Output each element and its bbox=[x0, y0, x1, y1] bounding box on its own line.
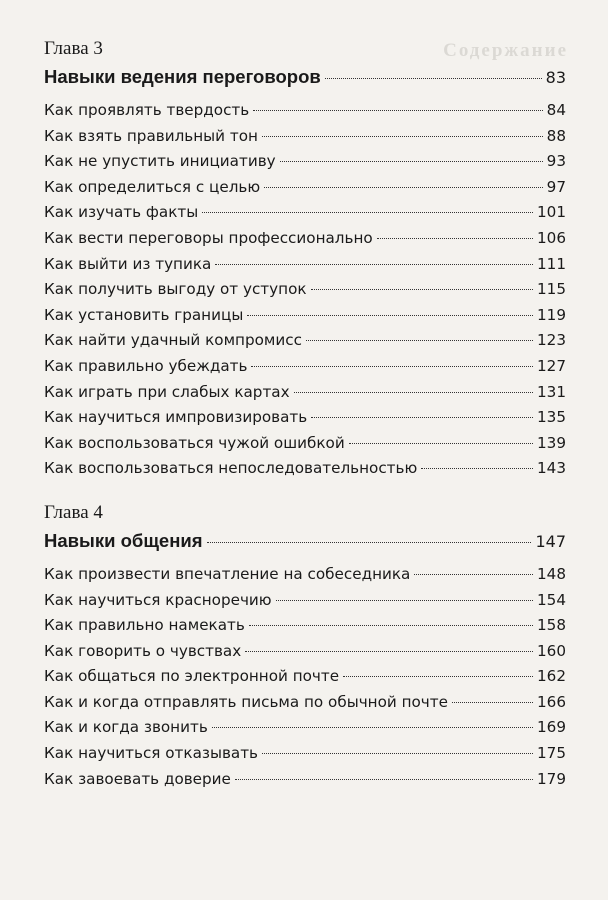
chapter-page-number: 83 bbox=[545, 68, 566, 87]
toc-entry bbox=[44, 690, 566, 716]
entry-page-number: 123 bbox=[537, 331, 566, 350]
entry-title: Как научиться импровизировать bbox=[44, 408, 308, 427]
toc-entry bbox=[44, 431, 566, 457]
toc-entry bbox=[44, 405, 566, 431]
toc-entry bbox=[44, 767, 566, 793]
entry-title: Как найти удачный компромисс bbox=[44, 331, 302, 350]
dot-leader bbox=[235, 779, 533, 780]
entry-title: Как проявлять твердость bbox=[44, 101, 250, 119]
entry-title: Как определиться с целью bbox=[44, 177, 261, 196]
entry-page-number: 148 bbox=[537, 564, 566, 583]
entry-page-number: 101 bbox=[537, 203, 566, 222]
entry-list bbox=[44, 98, 566, 482]
dot-leader bbox=[207, 542, 532, 543]
toc-entry bbox=[44, 715, 566, 741]
toc-entry bbox=[44, 226, 566, 252]
entry-page-number: 131 bbox=[537, 382, 566, 401]
entry-page-number: 93 bbox=[546, 152, 566, 171]
toc-entry bbox=[44, 277, 566, 303]
entry-title: Как и когда звонить bbox=[44, 718, 208, 737]
entry-page-number: 154 bbox=[537, 590, 566, 609]
toc-entry bbox=[44, 639, 566, 665]
entry-title: Как произвести впечатление на собеседника bbox=[44, 564, 411, 583]
entry-title: Как выйти из тупика bbox=[44, 254, 212, 273]
toc-entry bbox=[44, 124, 566, 150]
toc-entry bbox=[44, 613, 566, 639]
dot-leader bbox=[452, 702, 533, 703]
chapter-label: Глава 4 bbox=[44, 501, 103, 523]
dot-leader bbox=[202, 212, 533, 213]
chapter-title: Навыки общения bbox=[44, 529, 203, 551]
entry-title: Как играть при слабых картах bbox=[44, 382, 290, 401]
toc-entry bbox=[44, 380, 566, 406]
chapter-section bbox=[44, 500, 566, 792]
entry-page-number: 106 bbox=[537, 228, 566, 247]
chapter-title: Навыки ведения переговоров bbox=[44, 66, 321, 87]
entry-page-number: 97 bbox=[546, 177, 566, 196]
entry-title: Как научиться отказывать bbox=[44, 744, 259, 763]
entry-title: Как воспользоваться непоследовательностью bbox=[44, 459, 418, 478]
toc-entry bbox=[44, 741, 566, 767]
dot-leader bbox=[215, 264, 533, 265]
entry-title: Как вести переговоры профессионально bbox=[44, 228, 373, 247]
entry-page-number: 179 bbox=[537, 769, 566, 788]
entry-title: Как завоевать доверие bbox=[44, 769, 231, 788]
entry-page-number: 169 bbox=[537, 718, 566, 737]
entry-title: Как и когда отправлять письма по обычной почте bbox=[44, 692, 448, 711]
toc-entry bbox=[44, 252, 566, 278]
table-of-contents bbox=[44, 36, 566, 792]
toc-entry bbox=[44, 588, 566, 614]
dot-leader bbox=[349, 443, 533, 444]
dot-leader bbox=[264, 187, 543, 188]
dot-leader bbox=[306, 340, 533, 341]
toc-entry bbox=[44, 303, 566, 329]
dot-leader bbox=[294, 392, 533, 393]
entry-page-number: 162 bbox=[537, 667, 566, 686]
toc-entry bbox=[44, 456, 566, 482]
entry-title: Как изучать факты bbox=[44, 203, 199, 222]
dot-leader bbox=[377, 238, 533, 239]
dot-leader bbox=[276, 600, 533, 601]
chapter-label: Глава 3 bbox=[44, 38, 103, 59]
chapter-title-row bbox=[44, 526, 566, 556]
toc-entry bbox=[44, 664, 566, 690]
entry-page-number: 158 bbox=[537, 616, 566, 635]
entry-page-number: 115 bbox=[537, 280, 566, 299]
dot-leader bbox=[343, 676, 533, 677]
entry-title: Как установить границы bbox=[44, 305, 244, 324]
dot-leader bbox=[262, 136, 543, 137]
chapter-section bbox=[44, 36, 566, 482]
dot-leader bbox=[311, 417, 533, 418]
entry-page-number: 175 bbox=[537, 744, 566, 763]
dot-leader bbox=[280, 161, 543, 162]
entry-title: Как научиться красноречию bbox=[44, 590, 272, 609]
entry-page-number: 160 bbox=[537, 641, 566, 660]
entry-page-number: 143 bbox=[537, 459, 566, 478]
entry-title: Как воспользоваться чужой ошибкой bbox=[44, 433, 345, 452]
toc-entry bbox=[44, 200, 566, 226]
chapter-page-number: 147 bbox=[535, 531, 566, 551]
entry-page-number: 88 bbox=[546, 126, 566, 145]
entry-page-number: 111 bbox=[537, 254, 566, 273]
bleed-through-heading: Содержание bbox=[443, 40, 568, 61]
toc-entry bbox=[44, 98, 566, 124]
dot-leader bbox=[251, 366, 533, 367]
chapter-title-row bbox=[44, 62, 566, 92]
dot-leader bbox=[247, 315, 533, 316]
toc-entry bbox=[44, 149, 566, 175]
dot-leader bbox=[212, 727, 533, 728]
entry-title: Как получить выгоду от уступок bbox=[44, 280, 307, 299]
dot-leader bbox=[325, 78, 542, 79]
entry-title: Как говорить о чувствах bbox=[44, 641, 242, 660]
entry-list bbox=[44, 562, 566, 792]
dot-leader bbox=[245, 651, 533, 652]
entry-page-number: 135 bbox=[537, 408, 566, 427]
entry-page-number: 119 bbox=[537, 305, 566, 324]
dot-leader bbox=[262, 753, 533, 754]
dot-leader bbox=[311, 289, 533, 290]
entry-page-number: 84 bbox=[546, 101, 566, 119]
entry-title: Как не упустить инициативу bbox=[44, 152, 276, 171]
entry-page-number: 139 bbox=[537, 433, 566, 452]
toc-entry bbox=[44, 175, 566, 201]
entry-title: Как взять правильный тон bbox=[44, 126, 258, 145]
dot-leader bbox=[414, 574, 533, 575]
entry-page-number: 127 bbox=[537, 356, 566, 375]
entry-page-number: 166 bbox=[537, 692, 566, 711]
toc-entry bbox=[44, 562, 566, 588]
dot-leader bbox=[253, 110, 542, 111]
entry-title: Как правильно намекать bbox=[44, 616, 245, 635]
toc-entry bbox=[44, 354, 566, 380]
dot-leader bbox=[421, 468, 533, 469]
toc-entry bbox=[44, 328, 566, 354]
entry-title: Как правильно убеждать bbox=[44, 356, 248, 375]
dot-leader bbox=[249, 625, 533, 626]
entry-title: Как общаться по электронной почте bbox=[44, 667, 340, 686]
